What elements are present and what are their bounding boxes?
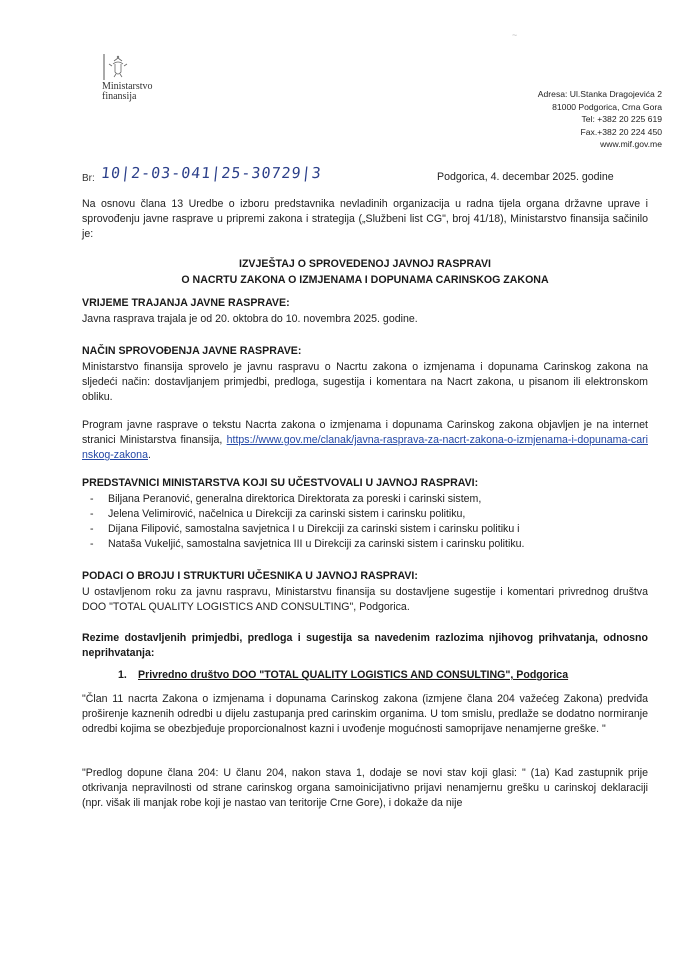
report-title bbox=[82, 256, 648, 288]
address-fax: Fax.+382 20 224 450 bbox=[580, 126, 662, 137]
participants-heading: PODACI O BROJU I STRUKTURI UČESNIKA U JAVNOJ RASPRAVI: bbox=[82, 570, 418, 582]
ministry-name bbox=[102, 82, 153, 102]
report-title-line2: O NACRTU ZAKONA O IZMJENAMA I DOPUNAMA CARINSKOG ZAKONA bbox=[181, 274, 549, 286]
participants-text: U ostavljenom roku za javnu raspravu, Ministarstvu finansija su dostavljene sugestije i komentari privrednog društva DOO "TOTAL QUALITY LOGISTICS AND CONSULTING", Podgorica. bbox=[82, 586, 648, 613]
list-item: - Nataša Vukeljić, samostalna savjetnica III u Direkciji za carinski sistem i carinsku politiku. bbox=[82, 537, 648, 552]
representatives-list bbox=[82, 492, 648, 552]
ministry-name-line1: Ministarstvo bbox=[102, 81, 153, 92]
list-item: - Dijana Filipović, samostalna savjetnica I u Direkciji za carinski sistem i carinsku politiku i bbox=[82, 522, 648, 537]
address-tel: Tel: +382 20 225 619 bbox=[581, 114, 662, 125]
program-link[interactable]: https://www.gov.me/clanak/javna-rasprava-za-nacrt-zakona-o-izmjenama-i-dopunama-carinskog-zakona bbox=[82, 434, 648, 461]
method-text: Ministarstvo finansija sprovelo je javnu raspravu o Nacrtu zakona o izmjenama i dopunama Carinskog zakona na sljedeći način: dostavljanjem primjedbi, predloga, sugestija i komentara na Nacrt zakona, u pisanom ili elektronskom obliku. bbox=[82, 361, 648, 403]
report-title-line1: IZVJEŠTAJ O SPROVEDENOJ JAVNOJ RASPRAVI bbox=[239, 258, 491, 270]
program-end: . bbox=[147, 449, 151, 461]
summary-item-number: 1. bbox=[118, 669, 127, 681]
coat-of-arms-icon bbox=[100, 52, 140, 82]
ministry-name-line2: finansija bbox=[102, 91, 137, 102]
address-city: 81000 Podgorica, Crna Gora bbox=[552, 101, 662, 112]
intro-paragraph: Na osnovu člana 13 Uredbe o izboru predstavnika nevladinih organizacija u radna tijela organa državne uprave i sprovođenju javne rasprave u pripremi zakona i strategija („Službeni list CG", broj 41/18), Ministarstvo finansija sačinilo je: bbox=[82, 198, 648, 240]
reference-number: 10|2-03-041|25-30729|3 bbox=[100, 164, 323, 182]
place-date: Podgorica, 4. decembar 2025. godine bbox=[437, 171, 614, 183]
program-paragraph bbox=[82, 418, 648, 463]
reference-label: Br: bbox=[82, 173, 95, 184]
corner-mark: ~ bbox=[512, 30, 518, 40]
summary-heading: Rezime dostavljenih primjedbi, predloga i sugestija sa navedenim razlozima njihovog prihvatanja, odnosno neprihvatanja: bbox=[82, 632, 648, 659]
quote-1: "Član 11 nacrta Zakona o izmjenama i dopunama Carinskog zakona (izmjene člana 204 važećeg Zakona) predviđa proširenje kaznenih odredbi u dijelu zastupanja pred carinskim organima. U tom smislu, predlaže se dodatno normiranje odredbi kojima se obezbjeđuje proporcionalnost kazni i uvođenje mogućnosti samoprijave nenamjerne greške. " bbox=[82, 693, 648, 735]
address-block bbox=[538, 88, 662, 151]
list-item: - Biljana Peranović, generalna direktorica Direktorata za poreski i carinski sistem, bbox=[82, 492, 648, 507]
method-heading: NAČIN SPROVOĐENJA JAVNE RASPRAVE: bbox=[82, 345, 302, 357]
summary-item-1 bbox=[118, 669, 568, 681]
program-text: Program javne rasprave o tekstu Nacrta zakona o izmjenama i dopunama Carinskog zakona objavljen je na internet stranici Ministarstva finansija, bbox=[82, 419, 648, 446]
summary-item-title: Privredno društvo DOO "TOTAL QUALITY LOGISTICS AND CONSULTING", Podgorica bbox=[138, 669, 569, 681]
duration-text: Javna rasprava trajala je od 20. oktobra do 10. novembra 2025. godine. bbox=[82, 313, 418, 325]
address-line: Adresa: Ul.Stanka Dragojevića 2 bbox=[537, 89, 662, 99]
representatives-heading: PREDSTAVNICI MINISTARSTVA KOJI SU UČESTVOVALI U JAVNOJ RASPRAVI: bbox=[82, 477, 479, 489]
duration-heading: VRIJEME TRAJANJA JAVNE RASPRAVE: bbox=[82, 297, 290, 309]
quote-2: "Predlog dopune člana 204: U članu 204, nakon stava 1, dodaje se novi stav koji glasi: " (1a) Kad zastupnik prije otkrivanja nepravilnosti od strane carinskog organa samoinicijativno prijavi nenamjernu grešku u carinskoj deklaraciji (npr. višak ili manjak robe koji je nastao van teritorije Crne Gore), i dokaže da nije bbox=[82, 767, 648, 809]
list-item: - Jelena Velimirović, načelnica u Direkciji za carinski sistem i carinsku politiku, bbox=[82, 507, 648, 522]
address-web: www.mif.gov.me bbox=[600, 139, 662, 150]
